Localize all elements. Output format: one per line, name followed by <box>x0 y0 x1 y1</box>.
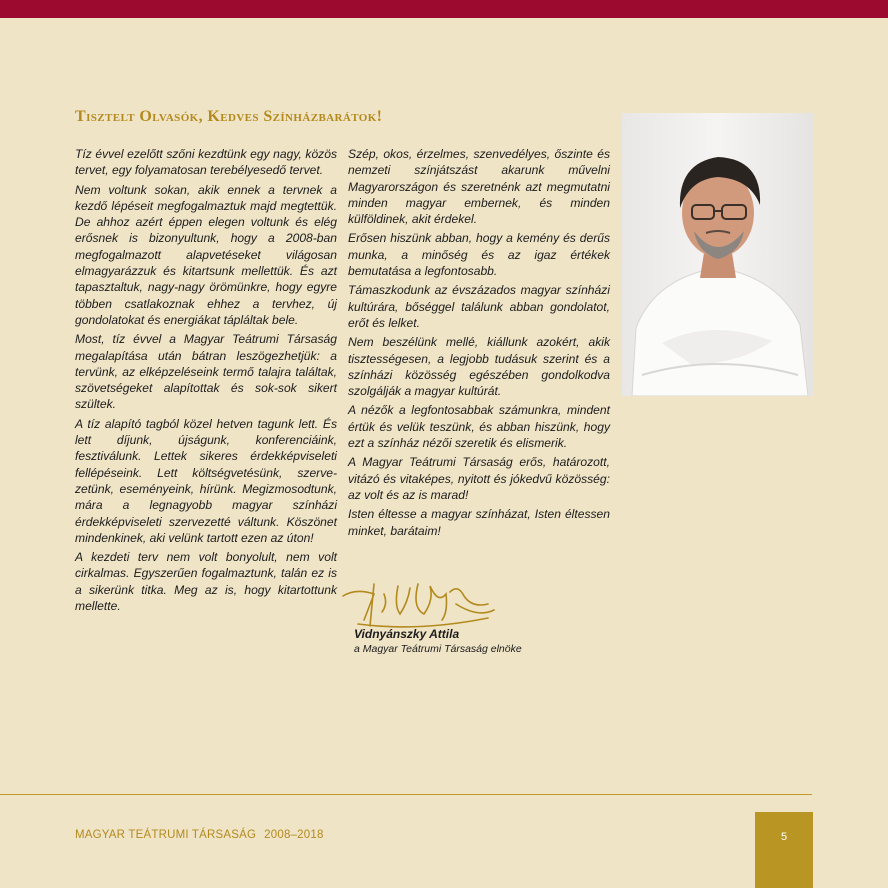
paragraph: Isten éltesse a magyar színházat, Isten éltessen minket, barátaim! <box>348 507 610 538</box>
paragraph: A Magyar Teátrumi Társaság erős, határozott, vitázó és vitaképes, nyitott és jókedvű közösség: az volt és az is marad! <box>348 455 610 502</box>
paragraph: Nem voltunk sokan, akik ennek a tervnek a kezdő lépéseit megfogalmaztuk majd megtettük. De ahhoz azért éppen elegen voltunk és elég erősnek is bizonyultunk, hogy a 2008-ban megfogalmazott alapvetéseket világosan elmagyarázzuk és kitartsunk mellettük. És azt tapasztaltuk, nagy-nagy örömünkre, hogy egyre többen csatlakoznak ehhez a tervhez, új gondolatokat és energiákat tápláltak bele. <box>75 182 337 327</box>
page-number-box <box>755 812 813 888</box>
paragraph: Szép, okos, érzelmes, szenvedélyes, őszinte és nemzeti színjátszást akarunk művelni Magyarországon és szeretnénk azt megmutatni minden magyar embernek, és minden külföldinek, akit érdekel. <box>348 147 610 227</box>
footer-years: 2008–2018 <box>264 829 324 841</box>
right-text-column <box>348 146 610 542</box>
paragraph: Támaszkodunk az évszázados magyar színházi kultúrára, bőséggel találunk abban gondolatot, erőt és lelket. <box>348 283 610 330</box>
paragraph: Nem beszélünk mellé, kiállunk azokért, akik tisztességesen, a legjobb tudásuk szerint és a színházi közösség egészében gondolkodva szolgálják a magyar kultúrát. <box>348 335 610 399</box>
paragraph: A nézők a legfontosabbak számunkra, mindent értük és velük teszünk, és abban hiszünk, hogy ezt a színház nézői szeretik és elismerik. <box>348 403 610 451</box>
paragraph: Erősen hiszünk abban, hogy a kemény és derűs munka, a minőség és az igaz értékek bemutatása a legfontosabb. <box>348 231 610 279</box>
top-color-bar <box>0 0 888 18</box>
paragraph: A tíz alapító tagból közel hetven tagunk lett. És lett díjunk, újságunk, konferenciáink, fesztiválunk. Lettek sikeres érdekképviseleti fellépéseink. Lett költségvetésünk, szervezetünk, eseményeink, hírünk. Megizmosodtunk, mára a legnagyobb magyar színházi érdekképviseleti szervezetté váltunk. Köszönet mindenkinek, aki velünk tartott ezen az úton! <box>75 416 337 545</box>
footer-label <box>75 829 324 841</box>
footer-divider <box>0 794 812 795</box>
footer-org: MAGYAR TEÁTRUMI TÁRSASÁG <box>75 829 257 841</box>
paragraph: Tíz évvel ezelőtt szőni kezdtünk egy nagy, közös tervet, egy folyamatosan terebélyesedő tervet. <box>75 147 337 178</box>
signature-role: a Magyar Teátrumi Társaság elnöke <box>354 643 522 655</box>
page-number: 5 <box>780 831 788 843</box>
page-heading: Tisztelt Olvasók, Kedves Színházbarátok! <box>75 108 383 125</box>
left-text-column <box>75 146 337 617</box>
paragraph: Most, tíz évvel a Magyar Teátrumi Társaság megalapítása után bátran leszögezhetjük: a tervünk, az elképzeléseink termő talajra találtak, szövetségeket alapítottak és sok-sok sikert szültek. <box>75 332 337 412</box>
signature-name: Vidnyánszky Attila <box>354 627 460 641</box>
paragraph: A kezdeti terv nem volt bonyolult, nem volt cirkalmas. Egyszerűen fogalmaztunk, talán ez is a sikerünk titka. Meg az is, hogy kitartottunk mellette. <box>75 550 337 614</box>
portrait-photo <box>622 113 813 396</box>
